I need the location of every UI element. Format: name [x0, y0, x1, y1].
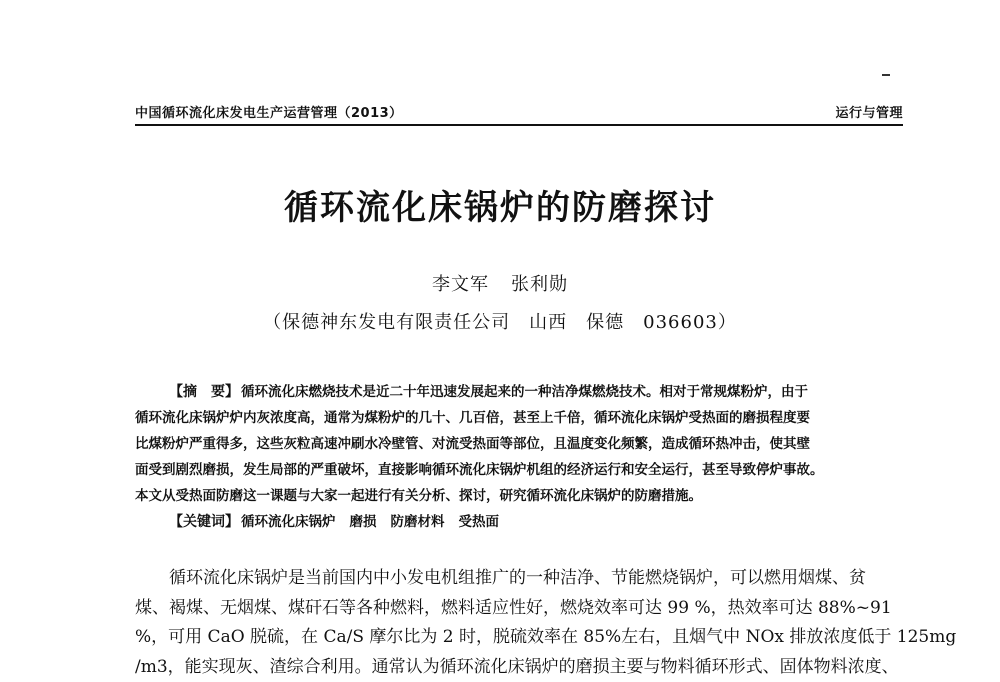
keyword: 受热面 [459, 514, 500, 530]
keyword: 防磨材料 [391, 514, 445, 530]
author-name: 李文军 [432, 274, 489, 295]
author-list [0, 270, 1000, 296]
journal-name: 中国循环流化床发电生产运营管理（2013） [135, 102, 403, 121]
header-rule [135, 124, 903, 126]
body-line: %，可用 CaO 脱硫，在 Ca/S 摩尔比为 2 时，脱硫效率在 85%左右，且烟气中 NOx 排放浓度低于 125mg [135, 623, 905, 653]
keywords-label: 【关键词】 [169, 514, 239, 530]
running-header [135, 102, 903, 122]
section-name: 运行与管理 [835, 102, 903, 121]
keyword: 磨损 [350, 514, 377, 530]
affiliation: （保德神东发电有限责任公司 山西 保德 036603） [0, 308, 1000, 334]
abstract-line: 本文从受热面防磨这一课题与大家一起进行有关分析、探讨，研究循环流化床锅炉的防磨措施。 [135, 483, 905, 509]
keywords-line [135, 509, 905, 535]
abstract-line: 循环流化床锅炉炉内灰浓度高，通常为煤粉炉的几十、几百倍，甚至上千倍，循环流化床锅炉受热面的磨损程度要 [135, 405, 905, 431]
abstract-line: 面受到剧烈磨损，发生局部的严重破坏，直接影响循环流化床锅炉机组的经济运行和安全运行，甚至导致停炉事故。 [135, 457, 905, 483]
paper-title: 循环流化床锅炉的防磨探讨 [0, 180, 1000, 229]
abstract-block [135, 379, 905, 535]
abstract-line: 比煤粉炉严重得多，这些灰粒高速冲刷水冷壁管、对流受热面等部位，且温度变化频繁，造成循环热冲击，使其壁 [135, 431, 905, 457]
keyword: 循环流化床锅炉 [241, 514, 336, 530]
body-line: 煤、褐煤、无烟煤、煤矸石等各种燃料，燃料适应性好，燃烧效率可达 99 %，热效率可达 88%~91 [135, 594, 905, 624]
abstract-line [135, 379, 905, 405]
body-line: 循环流化床锅炉是当前国内中小发电机组推广的一种洁净、节能燃烧锅炉，可以燃用烟煤、贫 [135, 564, 905, 594]
abstract-label: 【摘 要】 [169, 384, 239, 400]
body-paragraph [135, 564, 905, 682]
scan-mark [882, 74, 890, 76]
body-line: /m3，能实现灰、渣综合利用。通常认为循环流化床锅炉的磨损主要与物料循环形式、固体物料浓度、 [135, 653, 905, 682]
abstract-text: 循环流化床燃烧技术是近二十年迅速发展起来的一种洁净煤燃烧技术。相对于常规煤粉炉，由于 [241, 384, 808, 400]
author-name: 张利勋 [511, 274, 568, 295]
